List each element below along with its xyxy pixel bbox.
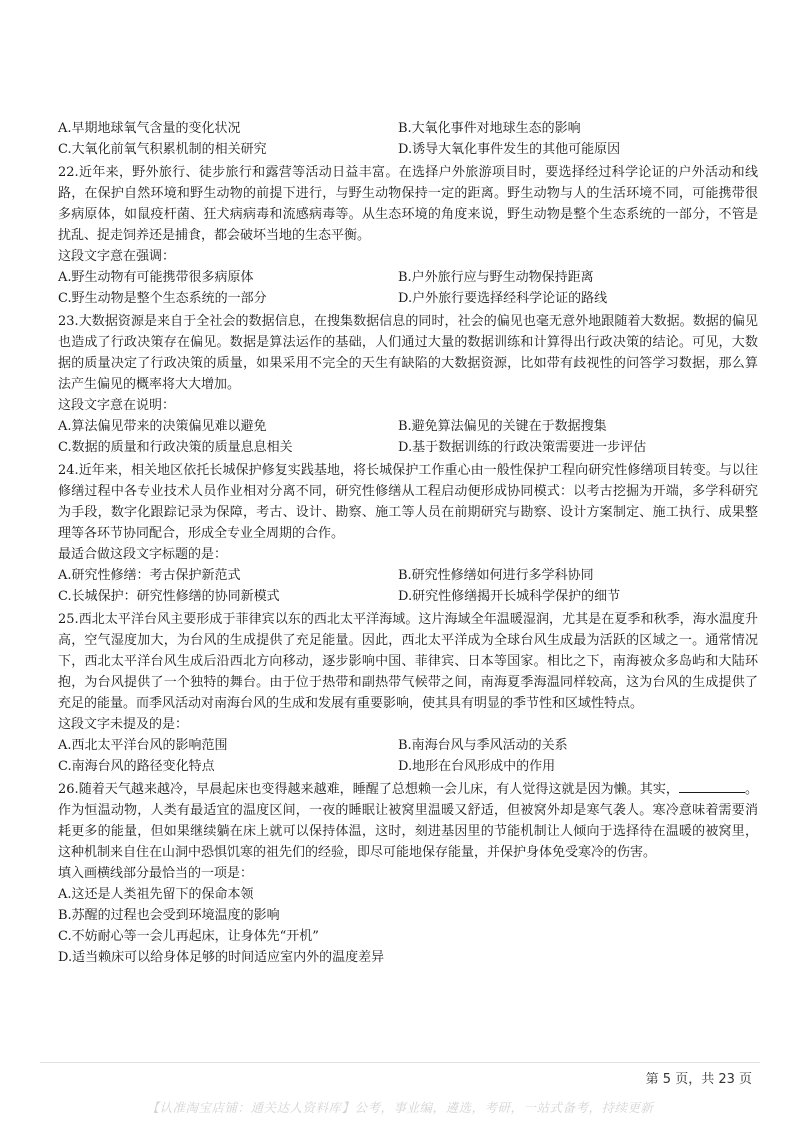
q26-option-a: A.这还是人类祖先留下的保命本领	[58, 887, 254, 902]
q21-option-d: D.诱导大氧化事件发生的其他可能原因	[398, 142, 621, 157]
q25-option-c: C.南海台风的路径变化特点	[58, 759, 215, 774]
question-22	[58, 162, 758, 309]
q25-option-d: D.地形在台风形成中的作用	[398, 759, 556, 774]
q21-option-b: B.大氧化事件对地球生态的影响	[398, 121, 581, 136]
q26-option-b: B.苏醒的过程也会受到环境温度的影响	[58, 908, 280, 923]
q26-stem	[58, 779, 758, 863]
q22-options	[58, 267, 758, 309]
q24-stem: 24.近年来，相关地区依托长城保护修复实践基地，将长城保护工作重心由一般性保护工程向研究性修缮项目转变。与以往修缮过程中各专业技术人员作业相对分离不同，研究性修缮从工程启动便形成协同模式：以考古挖掘为开端，多学科研究为手段，数字化跟踪记录为保障，考古、设计、勘察、施工等人员在前期研究与勘察、设计方案制定、施工执行、成果整理等各环节协同配合，形成全专业全周期的合作。	[58, 463, 758, 541]
q21-option-a: A.早期地球氧气含量的变化状况	[58, 121, 241, 136]
question-25	[58, 609, 758, 777]
footer-divider	[40, 1062, 760, 1063]
q21-option-c: C.大氧化前氧气积累机制的相关研究	[58, 142, 267, 157]
question-26	[58, 779, 758, 968]
q26-stem-before: 26.随着天气越来越冷，早晨起床也变得越来越难，睡醒了总想赖一会儿床，有人觉得这就是因为懒。其实，	[58, 782, 679, 797]
q22-stem: 22.近年来，野外旅行、徒步旅行和露营等活动日益丰富。在选择户外旅游项目时，要选择经过科学论证的户外活动和线路，在保护自然环境和野生动物的前提下进行，与野生动物保持一定的距离。野生动物与人的生活环境不同，可能携带很多病原体，如鼠疫杆菌、狂犬病病毒和流感病毒等。从生态环境的角度来说，野生动物是整个生态系统的一部分，不管是扰乱、捉走饲养还是捕食，都会破坏当地的生态平衡。	[58, 165, 758, 243]
fill-blank-line	[679, 779, 745, 793]
q22-option-a: A.野生动物有可能携带很多病原体	[58, 270, 254, 285]
q25-options	[58, 735, 758, 777]
q22-option-c: C.野生动物是整个生态系统的一部分	[58, 291, 267, 306]
q26-option-d: D.适当赖床可以给身体足够的时间适应室内外的温度差异	[58, 950, 385, 965]
q24-options	[58, 565, 758, 607]
q25-prompt: 这段文字未提及的是：	[58, 717, 189, 732]
q25-option-a: A.西北太平洋台风的影响范围	[58, 738, 228, 753]
q24-option-a: A.研究性修缮：考古保护新范式	[58, 568, 241, 583]
q24-option-c: C.长城保护：研究性修缮的协同新模式	[58, 589, 280, 604]
q26-option-c: C.不妨耐心等一会儿再起床，让身体先“开机”	[58, 929, 319, 944]
questions-area	[58, 118, 758, 968]
q26-stem-after: 。作为恒温动物，人类有最适宜的温度区间，一夜的睡眠让被窝里温暖又舒适，但被窝外却是寒气袭人。寒冷意味着需要消耗更多的能量，但如果继续躺在床上就可以保持体温，这时，刻进基因里的节能机制让人倾向于选择待在温暖的被窝里，这种机制来自住在山洞中恐惧饥寒的祖先们的经验，即尽可能地保存能量，并保护身体免受寒冷的伤害。	[58, 782, 758, 860]
q25-stem: 25.西北太平洋台风主要形成于菲律宾以东的西北太平洋海域。这片海域全年温暖湿润，尤其是在夏季和秋季，海水温度升高，空气湿度加大，为台风的生成提供了充足能量。因此，西北太平洋成为全球台风生成最为活跃的区域之一。通常情况下，西北太平洋台风生成后沿西北方向移动，逐步影响中国、菲律宾、日本等国家。相比之下，南海被众多岛屿和大陆环抱，为台风提供了一个独特的舞台。由于位于热带和副热带气候带之间，南海夏季海温同样较高，这为台风的生成提供了充足的能量。而季风活动对南海台风的生成和发展有重要影响，使其具有明显的季节性和区域性特点。	[58, 612, 758, 711]
q23-option-d: D.基于数据训练的行政决策需要进一步评估	[398, 440, 647, 455]
q23-prompt: 这段文字意在说明：	[58, 398, 176, 413]
q26-options	[58, 884, 758, 968]
q24-prompt: 最适合做这段文字标题的是：	[58, 547, 228, 562]
page-number: 第 5 页，共 23 页	[645, 1072, 752, 1087]
q21-options	[58, 118, 758, 160]
question-24	[58, 460, 758, 607]
q23-option-b: B.避免算法偏见的关键在于数据搜集	[398, 419, 607, 434]
q23-stem: 23.大数据资源是来自于全社会的数据信息，在搜集数据信息的同时，社会的偏见也毫无意外地跟随着大数据。数据的偏见也造成了行政决策存在偏见。数据是算法运作的基础，人们通过大量的数据训练和计算得出行政决策的结论。可见，大数据的质量决定了行政决策的质量，如果采用不完全的天生有缺陷的大数据资源，比如带有歧视性的问答学习数据，那么算法产生偏见的概率将大大增加。	[58, 314, 758, 392]
q22-option-b: B.户外旅行应与野生动物保持距离	[398, 270, 594, 285]
q26-prompt: 填入画横线部分最恰当的一项是：	[58, 866, 254, 881]
q22-prompt: 这段文字意在强调：	[58, 249, 176, 264]
q25-option-b: B.南海台风与季风活动的关系	[398, 738, 568, 753]
q24-option-b: B.研究性修缮如何进行多学科协同	[398, 568, 594, 583]
q23-option-c: C.数据的质量和行政决策的质量息息相关	[58, 440, 293, 455]
q23-option-a: A.算法偏见带来的决策偏见难以避免	[58, 419, 267, 434]
q24-option-d: D.研究性修缮揭开长城科学保护的细节	[398, 589, 621, 604]
q22-option-d: D.户外旅行要选择经科学论证的路线	[398, 291, 608, 306]
q23-options	[58, 416, 758, 458]
watermark-text: 【认准淘宝店铺：通关达人资料库】公考，事业编，遴选，考研，一站式备考，持续更新	[146, 1100, 654, 1115]
question-23	[58, 311, 758, 458]
